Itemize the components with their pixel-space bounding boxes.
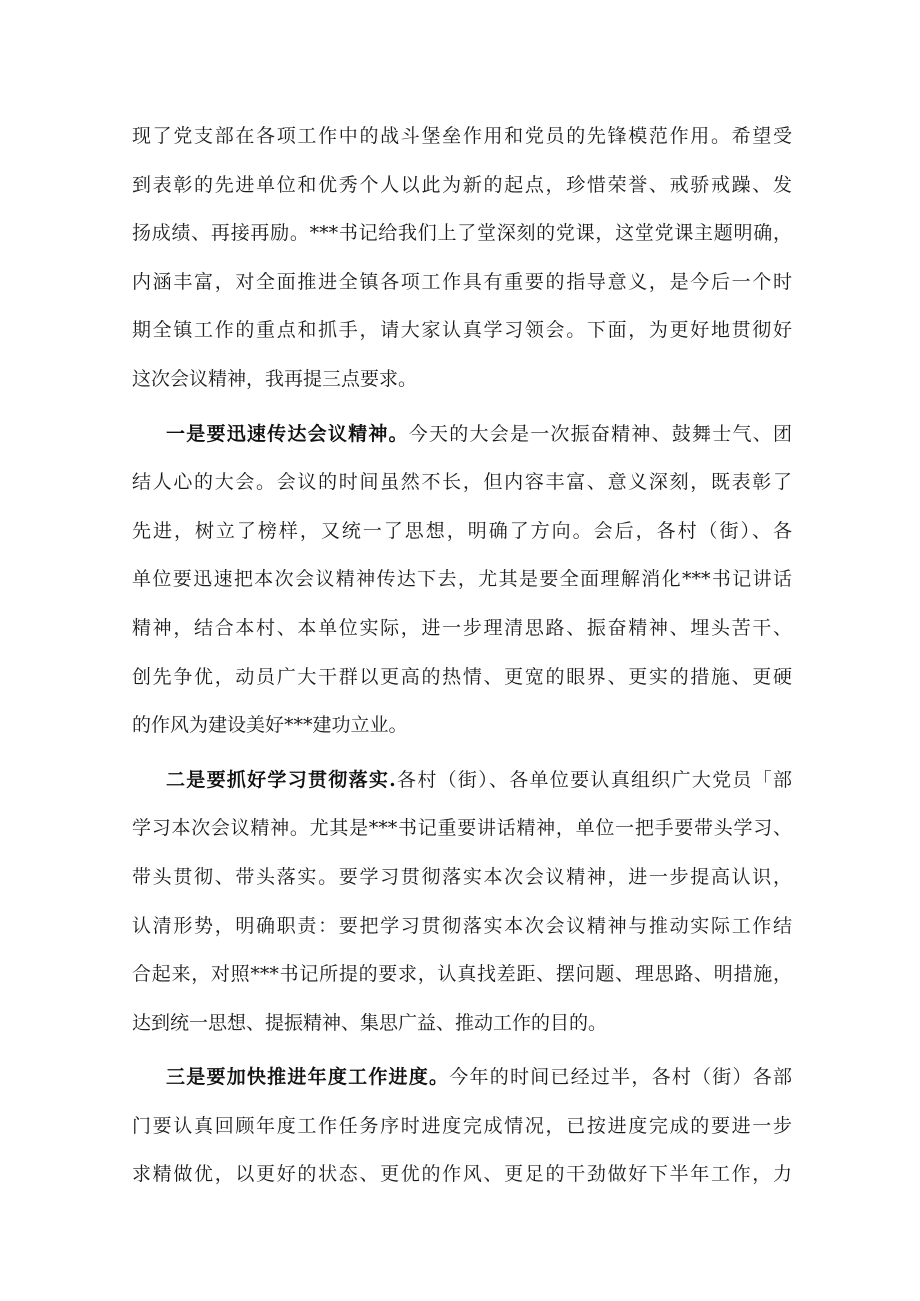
body-line: 单位要迅速把本次会议精神传达下去，尤其是要全面理解消化***书记讲话 <box>132 568 792 591</box>
body-line: 的作风为建设美好***建功立业。 <box>132 714 408 737</box>
body-line: 期全镇工作的重点和抓手，请大家认真学习领会。下面，为更好地贯彻好 <box>132 319 792 342</box>
paragraph-heading: 二是要抓好学习贯彻落实. <box>166 768 396 791</box>
body-line: 认清形势，明确职责：要把学习贯彻落实本次会议精神与推动实际工作结 <box>132 914 792 937</box>
paragraph-first-line <box>132 1053 792 1102</box>
body-line: 学习本次会议精神。尤其是***书记重要讲话精神，单位一把手要带头学习、 <box>132 817 792 840</box>
document-body <box>132 112 792 1199</box>
paragraph-text: 今年的时间已经过半，各村（街）各部 <box>449 1066 792 1089</box>
paragraph-text: 今天的大会是一次振奋精神、鼓舞士气、团 <box>408 422 792 445</box>
body-line: 现了党支部在各项工作中的战斗堡垒作用和党员的先锋模范作用。希望受 <box>132 125 792 147</box>
body-line: 这次会议精神，我再提三点要求。 <box>132 367 418 390</box>
body-line: 求精做优，以更好的状态、更优的作风、更足的干劲做好下半年工作，力 <box>132 1163 792 1186</box>
body-line: 带头贯彻、带头落实。要学习贯彻落实本次会议精神，进一步提高认识， <box>132 865 792 888</box>
body-line: 到表彰的先进单位和优秀个人以此为新的起点，珍惜荣誉、戒骄戒躁、发 <box>132 173 792 196</box>
body-line: 精神，结合本村、本单位实际，进一步理清思路、振奋精神、埋头苦干、 <box>132 616 792 639</box>
paragraph-first-line <box>132 756 792 805</box>
body-line: 结人心的大会。会议的时间虽然不长，但内容丰富、意义深刻，既表彰了 <box>132 471 792 494</box>
paragraph-first-line <box>132 410 792 459</box>
body-line: 创先争优，动员广大干群以更高的热情、更宽的眼界、更实的措施、更硬 <box>132 665 792 688</box>
body-line: 合起来，对照***书记所提的要求，认真找差距、摆问题、理思路、明措施， <box>132 963 792 986</box>
body-line: 达到统一思想、提振精神、集思广益、推动工作的目的。 <box>132 1011 608 1034</box>
body-line: 内涵丰富，对全面推进全镇各项工作具有重要的指导意义，是今后一个时 <box>132 270 792 293</box>
body-line: 门要认真回顾年度工作任务序时进度完成情况，已按进度完成的要进一步 <box>132 1114 792 1137</box>
paragraph-text: 各村（街）、各单位要认真组织广大党员「部 <box>395 768 792 791</box>
paragraph-heading: 三是要加快推进年度工作进度。 <box>166 1066 450 1089</box>
body-line: 扬成绩、再接再励。***书记给我们上了堂深刻的党课，这堂党课主题明确， <box>132 222 792 245</box>
body-line: 先进，树立了榜样，又统一了思想，明确了方向。会后，各村（街）、各 <box>132 519 792 542</box>
paragraph-heading: 一是要迅速传达会议精神。 <box>166 422 409 445</box>
